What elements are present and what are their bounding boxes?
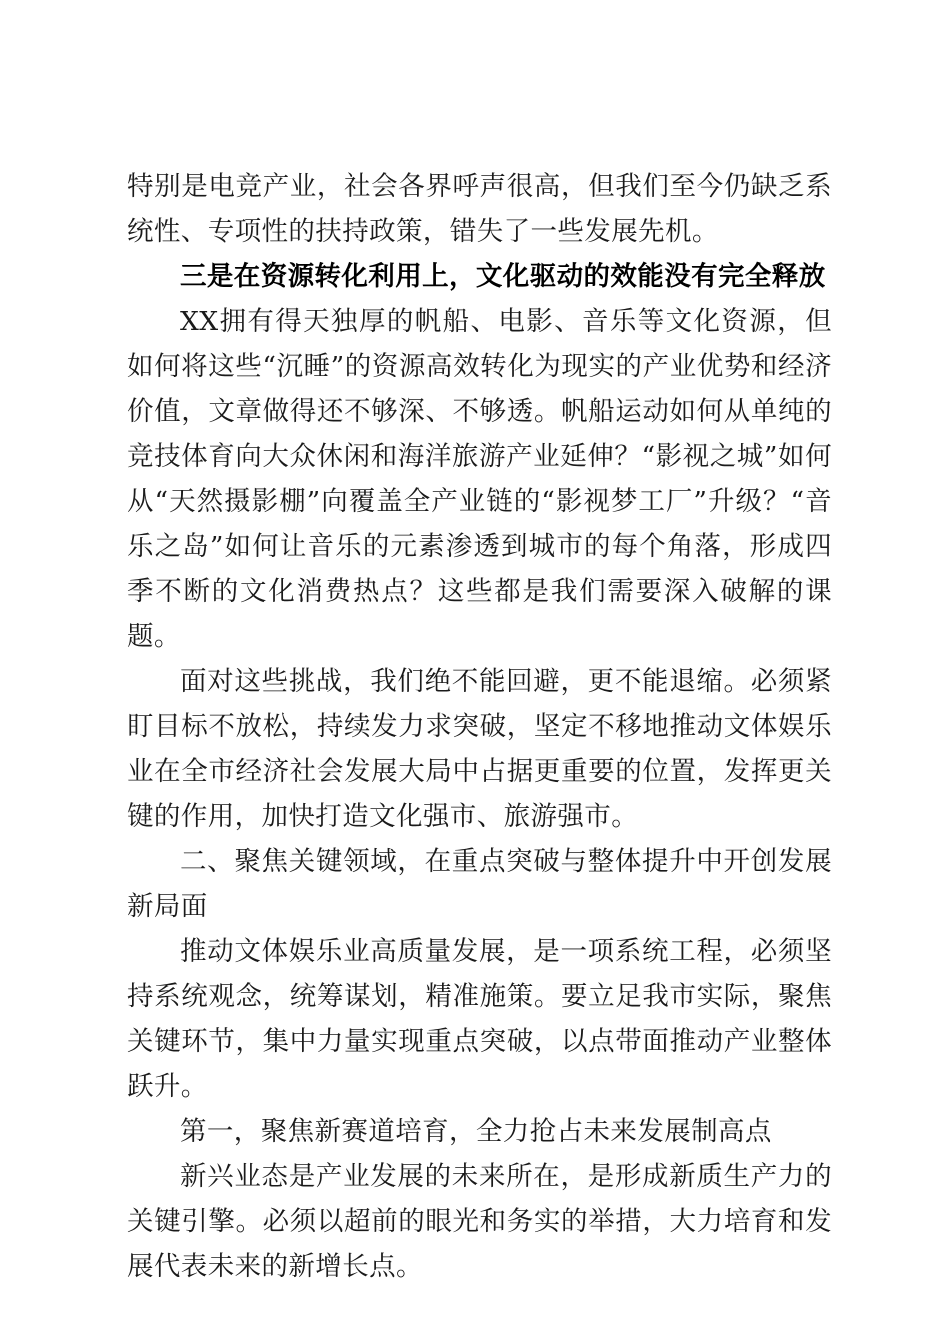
paragraph-continuation: 特别是电竞产业，社会各界呼声很高，但我们至今仍缺乏系统性、专项性的扶持政策，错失了一些发展先机。 — [127, 171, 832, 247]
paragraph-first-point: 第一，聚焦新赛道培育，全力抢占未来发展制高点 — [180, 1116, 772, 1147]
paragraph-system-project: 推动文体娱乐业高质量发展，是一项系统工程，必须坚持系统观念，统筹谋划，精准施策。要立足我市实际，聚焦关键环节，集中力量实现重点突破，以点带面推动产业整体跃升。 — [127, 936, 832, 1102]
document-body — [127, 164, 832, 1289]
paragraph-subheading-bold: 三是在资源转化利用上，文化驱动的效能没有完全释放 — [180, 261, 826, 292]
paragraph-new-industries: 新兴业态是产业发展的未来所在，是形成新质生产力的关键引擎。必须以超前的眼光和务实的举措，大力培育和发展代表未来的新增长点。 — [127, 1161, 832, 1282]
paragraph-challenges: 面对这些挑战，我们绝不能回避，更不能退缩。必须紧盯目标不放松，持续发力求突破，坚定不移地推动文体娱乐业在全市经济社会发展大局中占据更重要的位置，发挥更关键的作用，加快打造文化强市、旅游强市。 — [127, 666, 832, 832]
paragraph-resources: XX拥有得天独厚的帆船、电影、音乐等文化资源，但如何将这些“沉睡”的资源高效转化为现实的产业优势和经济价值，文章做得还不够深、不够透。帆船运动如何从单纯的竞技体育向大众休闲和海洋旅游产业延伸？“影视之城”如何从“天然摄影棚”向覆盖全产业链的“影视梦工厂”升级？“音乐之岛”如何让音乐的元素渗透到城市的每个角落，形成四季不断的文化消费热点？这些都是我们需要深入破解的课题。 — [127, 306, 832, 652]
paragraph-section-heading: 二、聚焦关键领域，在重点突破与整体提升中开创发展新局面 — [127, 846, 832, 922]
